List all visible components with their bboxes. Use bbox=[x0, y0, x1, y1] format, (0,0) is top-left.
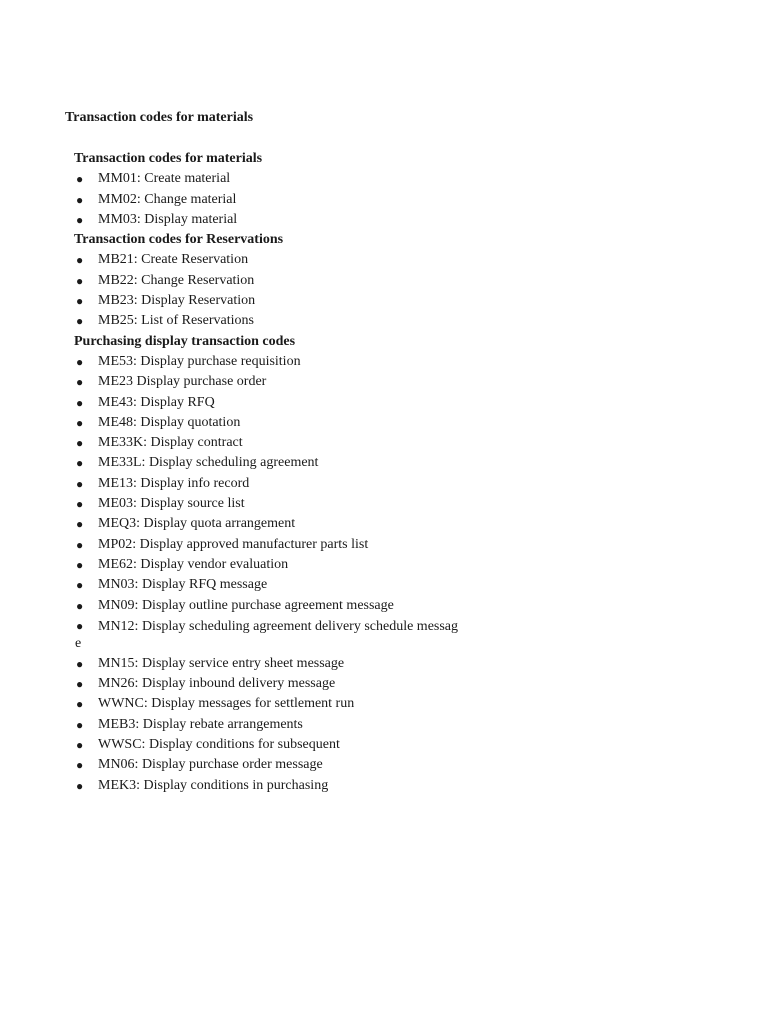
bullet-icon: ● bbox=[76, 456, 84, 471]
list-item: ● MEK3: Display conditions in purchasing bbox=[49, 776, 518, 796]
list-item: ● MB22: Change Reservation bbox=[49, 271, 518, 291]
list-item: ● ME13: Display info record bbox=[49, 474, 518, 494]
list-item: ● MM02: Change material bbox=[49, 190, 518, 210]
list-item: ● ME48: Display quotation bbox=[49, 413, 518, 433]
list-item: ● ME23 Display purchase order bbox=[49, 372, 518, 392]
bullet-icon: ● bbox=[76, 415, 84, 430]
list-item: ● MN12: Display scheduling agreement delivery schedule messag e bbox=[75, 618, 459, 651]
bullet-icon: ● bbox=[76, 192, 84, 207]
list-item: ● WWNC: Display messages for settlement run bbox=[49, 694, 518, 714]
list-item: ● MB21: Create Reservation bbox=[49, 250, 518, 270]
bullet-icon: ● bbox=[76, 476, 84, 491]
bullet-icon: ● bbox=[76, 697, 84, 712]
list-item: ● ME62: Display vendor evaluation bbox=[49, 555, 518, 575]
bullet-icon: ● bbox=[76, 758, 84, 773]
bullet-icon: ● bbox=[76, 314, 84, 329]
bullet-icon: ● bbox=[76, 738, 84, 753]
bullet-icon: ● bbox=[76, 172, 84, 187]
bullet-icon: ● bbox=[76, 717, 84, 732]
bullet-icon: ● bbox=[76, 598, 84, 613]
list-item: ● ME03: Display source list bbox=[49, 494, 518, 514]
bullet-icon: ● bbox=[76, 375, 84, 390]
materials-code-list bbox=[74, 169, 534, 230]
list-item: ● MEB3: Display rebate arrangements bbox=[49, 715, 518, 735]
list-item: ● MN15: Display service entry sheet message bbox=[49, 654, 518, 674]
list-item: ● MN09: Display outline purchase agreement message bbox=[49, 596, 518, 616]
list-item: ● MB23: Display Reservation bbox=[49, 291, 518, 311]
list-item: ● ME43: Display RFQ bbox=[49, 393, 518, 413]
list-item: ● MB25: List of Reservations bbox=[49, 311, 518, 331]
list-item: ● MN06: Display purchase order message bbox=[49, 755, 518, 775]
bullet-icon: ● bbox=[76, 778, 84, 793]
bullet-icon: ● bbox=[76, 557, 84, 572]
section-heading-reservations: Transaction codes for Reservations bbox=[74, 232, 284, 248]
list-item: ● MM01: Create material bbox=[49, 169, 518, 189]
document-title: Transaction codes for materials bbox=[65, 110, 254, 125]
list-item: ● ME53: Display purchase requisition bbox=[49, 352, 518, 372]
bullet-icon: ● bbox=[76, 517, 84, 532]
bullet-icon: ● bbox=[76, 656, 84, 671]
bullet-icon: ● bbox=[76, 436, 84, 451]
list-item: ● MEQ3: Display quota arrangement bbox=[49, 514, 518, 534]
list-item: ● MP02: Display approved manufacturer parts list bbox=[49, 535, 518, 555]
bullet-icon: ● bbox=[76, 354, 84, 369]
section-heading-purchasing: Purchasing display transaction codes bbox=[74, 333, 296, 349]
bullet-icon: ● bbox=[76, 273, 84, 288]
document-body bbox=[74, 149, 534, 796]
list-item: ● ME33L: Display scheduling agreement bbox=[49, 453, 518, 473]
bullet-icon: ● bbox=[76, 618, 84, 633]
bullet-icon: ● bbox=[76, 578, 84, 593]
bullet-icon: ● bbox=[76, 253, 84, 268]
list-item: ● ME33K: Display contract bbox=[49, 433, 518, 453]
bullet-icon: ● bbox=[76, 497, 84, 512]
section-heading-materials: Transaction codes for materials bbox=[74, 151, 263, 166]
list-item: ● MN03: Display RFQ message bbox=[49, 575, 518, 595]
bullet-icon: ● bbox=[76, 677, 84, 692]
purchasing-code-list bbox=[74, 352, 534, 796]
bullet-icon: ● bbox=[76, 212, 84, 227]
bullet-icon: ● bbox=[76, 294, 84, 309]
list-item: ● MN26: Display inbound delivery message bbox=[49, 674, 518, 694]
list-item: ● MM03: Display material bbox=[49, 210, 518, 230]
bullet-icon: ● bbox=[76, 395, 84, 410]
list-item: ● WWSC: Display conditions for subsequent bbox=[49, 735, 518, 755]
reservations-code-list bbox=[74, 250, 534, 331]
bullet-icon: ● bbox=[76, 537, 84, 552]
